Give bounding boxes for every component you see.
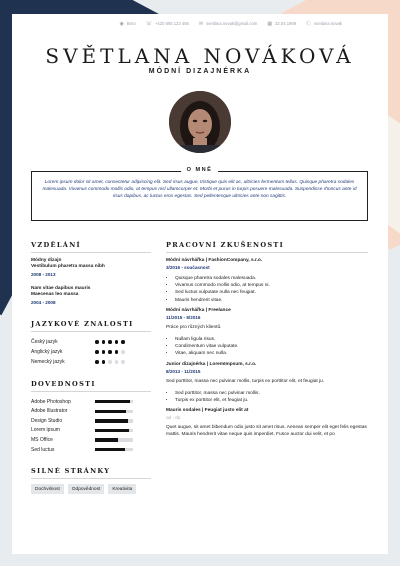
- job-bullets: [166, 275, 368, 304]
- job-title: Módní návrhářka | FashionCompany, s.r.o.: [166, 258, 263, 263]
- language-row: [31, 347, 151, 357]
- contact-location: ◉ Brno: [119, 20, 136, 27]
- level-dot: [102, 350, 106, 354]
- skype-icon: Ⓒ: [306, 21, 312, 27]
- job-role: MÓDNÍ DIZAJNÉRKA: [148, 68, 252, 75]
- job-bullet: • Vivamus commodo mollis odio, at tempus ni.: [175, 282, 368, 289]
- contact-skype: Ⓒ svetlana.novak: [306, 21, 342, 27]
- language-name: Český jazyk: [31, 338, 58, 345]
- education-item: [31, 286, 151, 305]
- jobs-list: [166, 258, 368, 438]
- language-row: [31, 357, 151, 367]
- mail-icon: ✉: [198, 20, 204, 27]
- job-item: [166, 408, 368, 438]
- skill-row: [31, 406, 151, 416]
- phone-icon: ☏: [145, 20, 152, 27]
- level-dot: [95, 350, 99, 354]
- skill-bar-fill: [95, 448, 125, 452]
- skill-name: Sed luctus: [31, 446, 55, 453]
- job-title: Módní návrhářka | Freelance: [166, 307, 231, 313]
- job-item: [166, 308, 368, 358]
- job-dates: 11/2015 - 8/2016: [166, 314, 201, 320]
- level-dot: [121, 350, 125, 354]
- job-description: Sed porttitor, massa nec pulvinar mollis, turpis ex porttitor elit, et feugiat ju.: [166, 378, 325, 384]
- skill-row: [31, 397, 151, 407]
- education-school: Vestibulum pharetra massa nibh: [31, 264, 105, 270]
- level-dot: [102, 340, 106, 344]
- location-icon: ◉: [119, 20, 124, 27]
- skills-list: [31, 397, 151, 455]
- profile-photo: [169, 91, 231, 153]
- skill-bar: [95, 429, 133, 433]
- skill-row: [31, 416, 151, 426]
- skill-name: Lorem ipsum: [31, 427, 60, 434]
- level-dot: [115, 360, 119, 364]
- education-item: [31, 258, 151, 277]
- strengths-tags: [31, 484, 141, 494]
- section-divider: [31, 331, 151, 332]
- job-bullet: • Nullam ligula risus.: [175, 336, 368, 343]
- job-item: [166, 362, 368, 405]
- left-column: [31, 241, 151, 494]
- skill-bar: [95, 448, 133, 452]
- language-level-dots: [95, 350, 125, 354]
- section-divider: [31, 391, 151, 392]
- calendar-icon: ▦: [267, 20, 273, 27]
- language-name: Anglický jazyk: [31, 348, 63, 355]
- job-item: [166, 258, 368, 304]
- education-years: 2004 - 2008: [31, 299, 56, 305]
- job-bullet: • Turpis ex porttitor elit, et feugiat ju.: [175, 397, 368, 404]
- education-degree: Módny dizajn: [31, 258, 62, 263]
- language-row: [31, 337, 151, 347]
- skill-name: MS Office: [31, 437, 53, 444]
- job-title: Junior dizajnérka | LoremImpsum, s.r.o.: [166, 361, 257, 367]
- education-title: VZDĚLÁNÍ: [31, 241, 81, 249]
- job-dates: 8/2013 - 11/2015: [166, 368, 201, 374]
- skill-row: [31, 426, 151, 436]
- resume-page: [12, 14, 388, 554]
- skill-bar-fill: [95, 410, 126, 414]
- level-dot: [108, 350, 112, 354]
- contact-email: ✉ svetlana.novak@gmail.com: [198, 20, 258, 27]
- level-dot: [121, 360, 125, 364]
- skill-name: Design Studio: [31, 417, 63, 424]
- level-dot: [95, 340, 99, 344]
- right-column: [166, 241, 368, 442]
- job-bullet: • Sed luctus vulputate nulla nec feugiat.: [175, 289, 368, 296]
- section-divider: [31, 478, 151, 479]
- section-divider: [31, 252, 151, 253]
- skill-name: Adobe Illustrator: [31, 408, 68, 415]
- contact-birthdate: ▦ 22.04.1989: [267, 20, 297, 27]
- level-dot: [108, 340, 112, 344]
- job-bullet: • Vitae, aliquam nec nulla.: [175, 350, 368, 357]
- language-level-dots: [95, 340, 125, 344]
- level-dot: [115, 340, 119, 344]
- skill-bar-fill: [95, 429, 129, 433]
- skill-bar: [95, 400, 133, 404]
- contact-bar: [12, 20, 388, 27]
- job-bullet: • Sed porttitor, massa nec pulvinar mollis.: [175, 390, 368, 397]
- skill-bar: [95, 419, 133, 423]
- education-school: Maecenas leo massa: [31, 292, 79, 298]
- about-section: [31, 167, 368, 221]
- skill-row: [31, 435, 151, 445]
- job-title: Mauris sodales | Feugiat justo elit at: [166, 408, 249, 414]
- skill-name: Adobe Photoshop: [31, 398, 71, 405]
- languages-title: JAZYKOVÉ ZNALOSTI: [31, 319, 134, 328]
- education-years: 2008 - 2013: [31, 271, 56, 277]
- skill-bar-fill: [95, 438, 118, 442]
- language-name: Nemecký jazyk: [31, 358, 65, 365]
- level-dot: [95, 360, 99, 364]
- skill-bar: [95, 438, 133, 442]
- skills-title: DOVEDNOSTI: [31, 379, 96, 388]
- job-dates: 3/2016 - současnost: [166, 265, 210, 270]
- languages-list: [31, 337, 151, 367]
- job-bullet: • Quisque pharetra sodales malesuada.: [175, 275, 368, 282]
- about-text: Lorem ipsum dolor sit amet, consectetur adipiscing elit. Sed risus augue, tristique quis elit ac, ultricies fermentum tellus. Quisque pharetra sodales malesuada. Vivamus commodo mollis odio, at tempus nisl ullamcorper et. Morbi et purus in turpis posuere malesuada. Suspendisse rhoncus ante id risus dapibus, ac luctus eros egestas. Sed pellentesque ultricies ante non sagittis.: [42, 180, 357, 199]
- strength-tag: Odpovědnost: [68, 484, 105, 494]
- level-dot: [108, 360, 112, 364]
- experience-title: PRACOVNÍ ZKUŠENOSTI: [166, 241, 285, 249]
- job-bullet: • Mauris hendrerit vitae.: [175, 297, 368, 304]
- job-description: Práce pro různých klientů.: [166, 324, 222, 330]
- level-dot: [102, 360, 106, 364]
- contact-phone: ☏ +420 605 123 456: [145, 20, 189, 27]
- skill-bar: [95, 410, 133, 414]
- job-bullets: [166, 336, 368, 358]
- strength-tag: Dochvilnost: [31, 484, 64, 494]
- job-bullet: • Condimentum vitae vulputate.: [175, 343, 368, 350]
- level-dot: [115, 350, 119, 354]
- level-dot: [121, 340, 125, 344]
- skill-bar-fill: [95, 400, 130, 404]
- job-dates: od - do: [166, 415, 181, 421]
- section-divider: [166, 252, 368, 253]
- language-level-dots: [95, 360, 125, 364]
- education-degree: Nam vitae dapibus mauris: [31, 285, 91, 291]
- skill-row: [31, 445, 151, 455]
- skill-bar-fill: [95, 419, 128, 423]
- strengths-title: SILNÉ STRÁNKY: [31, 467, 111, 476]
- job-description: Quet augue, sit amet bibendum odio justo sit amet risus. Aenean semper elit eget felis egestas mattis. Mauris hendrerit vitae neque quis imperdiet. Fusce auctor dui velit, et po: [166, 425, 367, 438]
- job-bullets: [166, 390, 368, 404]
- strength-tag: Kreativita: [108, 484, 136, 494]
- person-name: SVĚTLANA NOVÁKOVÁ: [45, 44, 355, 68]
- about-title: O MNĚ: [181, 167, 219, 173]
